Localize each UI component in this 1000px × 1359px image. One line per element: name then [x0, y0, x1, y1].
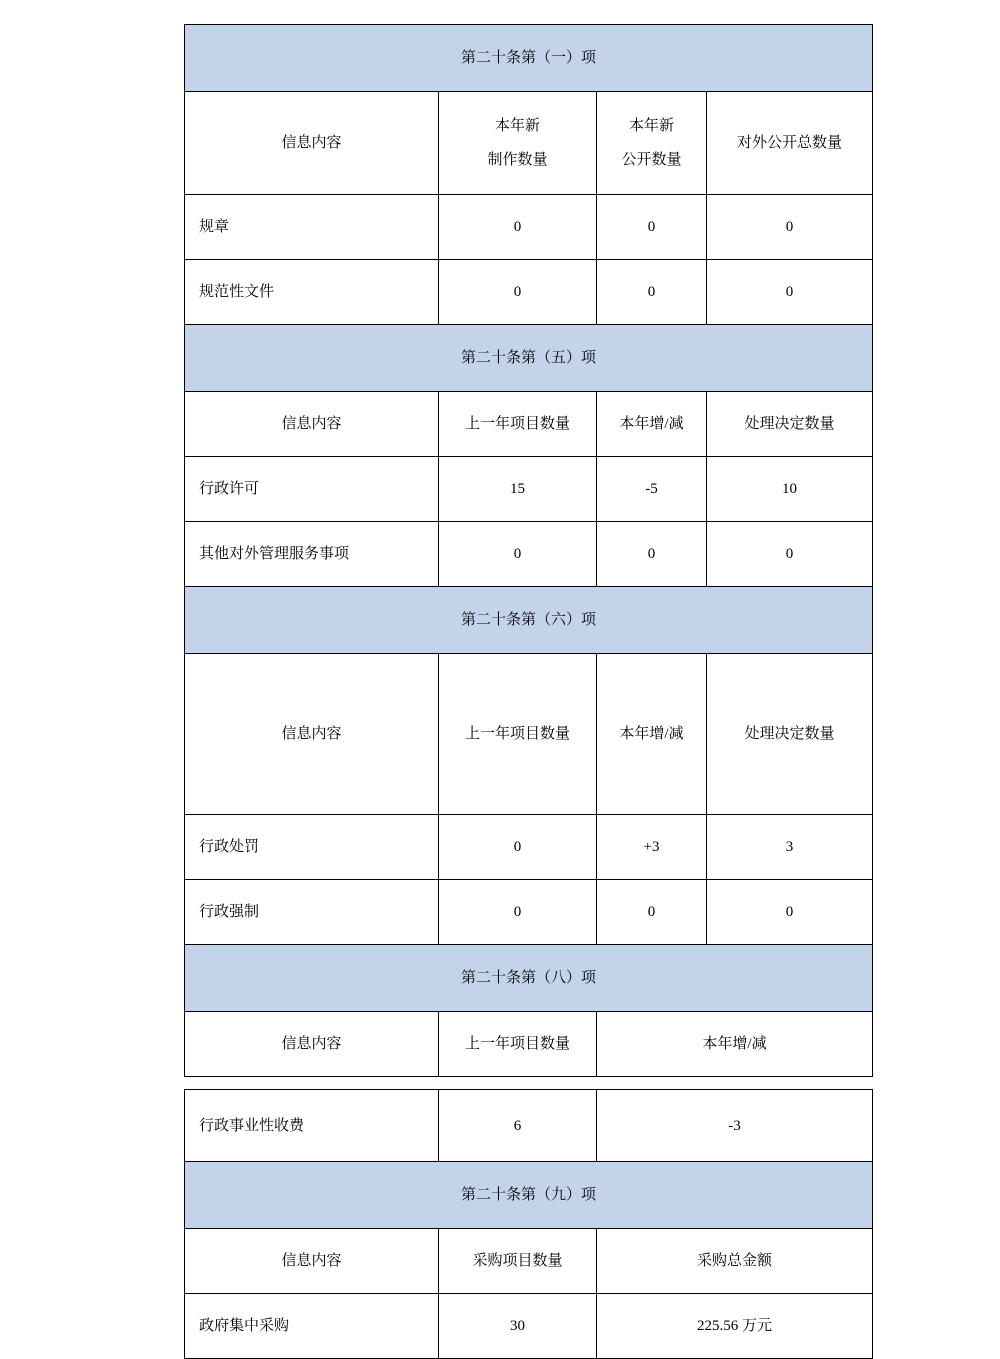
table-row — [185, 195, 873, 260]
section-title-2: 第二十条第（五）项 — [185, 325, 873, 392]
cell-xingzhengqiangzhi-1: 0 — [597, 880, 707, 945]
cell-shiyexing-shoufei-0: 6 — [439, 1090, 597, 1162]
section-title-4: 第二十条第（八）项 — [185, 945, 873, 1012]
cell-guizhang-2: 0 — [707, 195, 873, 260]
table-row — [185, 815, 873, 880]
row-label-qita-guanli: 其他对外管理服务事项 — [185, 522, 439, 587]
table-row — [185, 260, 873, 325]
table-row — [185, 1090, 873, 1162]
header-year-change-3: 本年增/减 — [597, 654, 707, 815]
row-label-shiyexing-shoufei: 行政事业性收费 — [185, 1090, 439, 1162]
cell-xingzhengchufa-1: +3 — [597, 815, 707, 880]
cell-qita-guanli-0: 0 — [439, 522, 597, 587]
section-title-row — [185, 945, 873, 1012]
table-header-row — [185, 92, 873, 195]
cell-xingzhengchufa-0: 0 — [439, 815, 597, 880]
header-new-produced-line2: 制作数量 — [487, 152, 548, 168]
table-row — [185, 522, 873, 587]
section-title-row — [185, 587, 873, 654]
header-info-content-5: 信息内容 — [185, 1229, 439, 1294]
cell-xingzhengxuke-0: 15 — [439, 457, 597, 522]
spacer-cell — [597, 1077, 873, 1090]
table-row — [185, 880, 873, 945]
table-header-row — [185, 1229, 873, 1294]
header-decision-count-2: 处理决定数量 — [707, 392, 873, 457]
header-new-public-line1: 本年新 — [628, 118, 674, 134]
row-label-xingzhengqiangzhi: 行政强制 — [185, 880, 439, 945]
header-procurement-count-5: 采购项目数量 — [439, 1229, 597, 1294]
section-title-5: 第二十条第（九）项 — [185, 1162, 873, 1229]
cell-guifanxing-1: 0 — [597, 260, 707, 325]
section-title-row — [185, 325, 873, 392]
header-prev-year-count-4: 上一年项目数量 — [439, 1012, 597, 1077]
cell-zhengfu-caigou-0: 30 — [439, 1294, 597, 1359]
cell-xingzhengxuke-2: 10 — [707, 457, 873, 522]
header-new-public-line2: 公开数量 — [621, 152, 682, 168]
cell-xingzhengxuke-1: -5 — [597, 457, 707, 522]
information-disclosure-table — [184, 24, 873, 1359]
header-decision-count-3: 处理决定数量 — [707, 654, 873, 815]
cell-xingzhengqiangzhi-0: 0 — [439, 880, 597, 945]
cell-xingzhengqiangzhi-2: 0 — [707, 880, 873, 945]
row-label-xingzhengxuke: 行政许可 — [185, 457, 439, 522]
cell-guizhang-1: 0 — [597, 195, 707, 260]
cell-zhengfu-caigou-1: 225.56 万元 — [597, 1294, 873, 1359]
header-new-produced-line1: 本年新 — [494, 118, 540, 134]
table-spacer — [185, 1077, 873, 1090]
cell-guifanxing-0: 0 — [439, 260, 597, 325]
row-label-guizhang: 规章 — [185, 195, 439, 260]
header-year-change-2: 本年增/减 — [597, 392, 707, 457]
spacer-cell — [185, 1077, 439, 1090]
cell-xingzhengchufa-2: 3 — [707, 815, 873, 880]
table-header-row — [185, 654, 873, 815]
section-title-1: 第二十条第（一）项 — [185, 25, 873, 92]
table-header-row — [185, 1012, 873, 1077]
spacer-cell — [439, 1077, 597, 1090]
cell-shiyexing-shoufei-1: -3 — [597, 1090, 873, 1162]
header-info-content-2: 信息内容 — [185, 392, 439, 457]
header-procurement-amount-5: 采购总金额 — [597, 1229, 873, 1294]
header-new-produced-1 — [439, 92, 597, 195]
cell-guizhang-0: 0 — [439, 195, 597, 260]
table-header-row — [185, 392, 873, 457]
row-label-zhengfu-jizhong-caigou: 政府集中采购 — [185, 1294, 439, 1359]
header-new-public-1 — [597, 92, 707, 195]
section-title-row — [185, 25, 873, 92]
row-label-guifanxing: 规范性文件 — [185, 260, 439, 325]
cell-qita-guanli-2: 0 — [707, 522, 873, 587]
header-info-content-3: 信息内容 — [185, 654, 439, 815]
cell-guifanxing-2: 0 — [707, 260, 873, 325]
section-title-3: 第二十条第（六）项 — [185, 587, 873, 654]
header-prev-year-count-3: 上一年项目数量 — [439, 654, 597, 815]
cell-qita-guanli-1: 0 — [597, 522, 707, 587]
row-label-xingzhengchufa: 行政处罚 — [185, 815, 439, 880]
header-total-public-1: 对外公开总数量 — [707, 92, 873, 195]
section-title-row — [185, 1162, 873, 1229]
header-info-content-4: 信息内容 — [185, 1012, 439, 1077]
header-prev-year-count-2: 上一年项目数量 — [439, 392, 597, 457]
header-year-change-4: 本年增/减 — [597, 1012, 873, 1077]
table-row — [185, 457, 873, 522]
header-info-content-1: 信息内容 — [185, 92, 439, 195]
